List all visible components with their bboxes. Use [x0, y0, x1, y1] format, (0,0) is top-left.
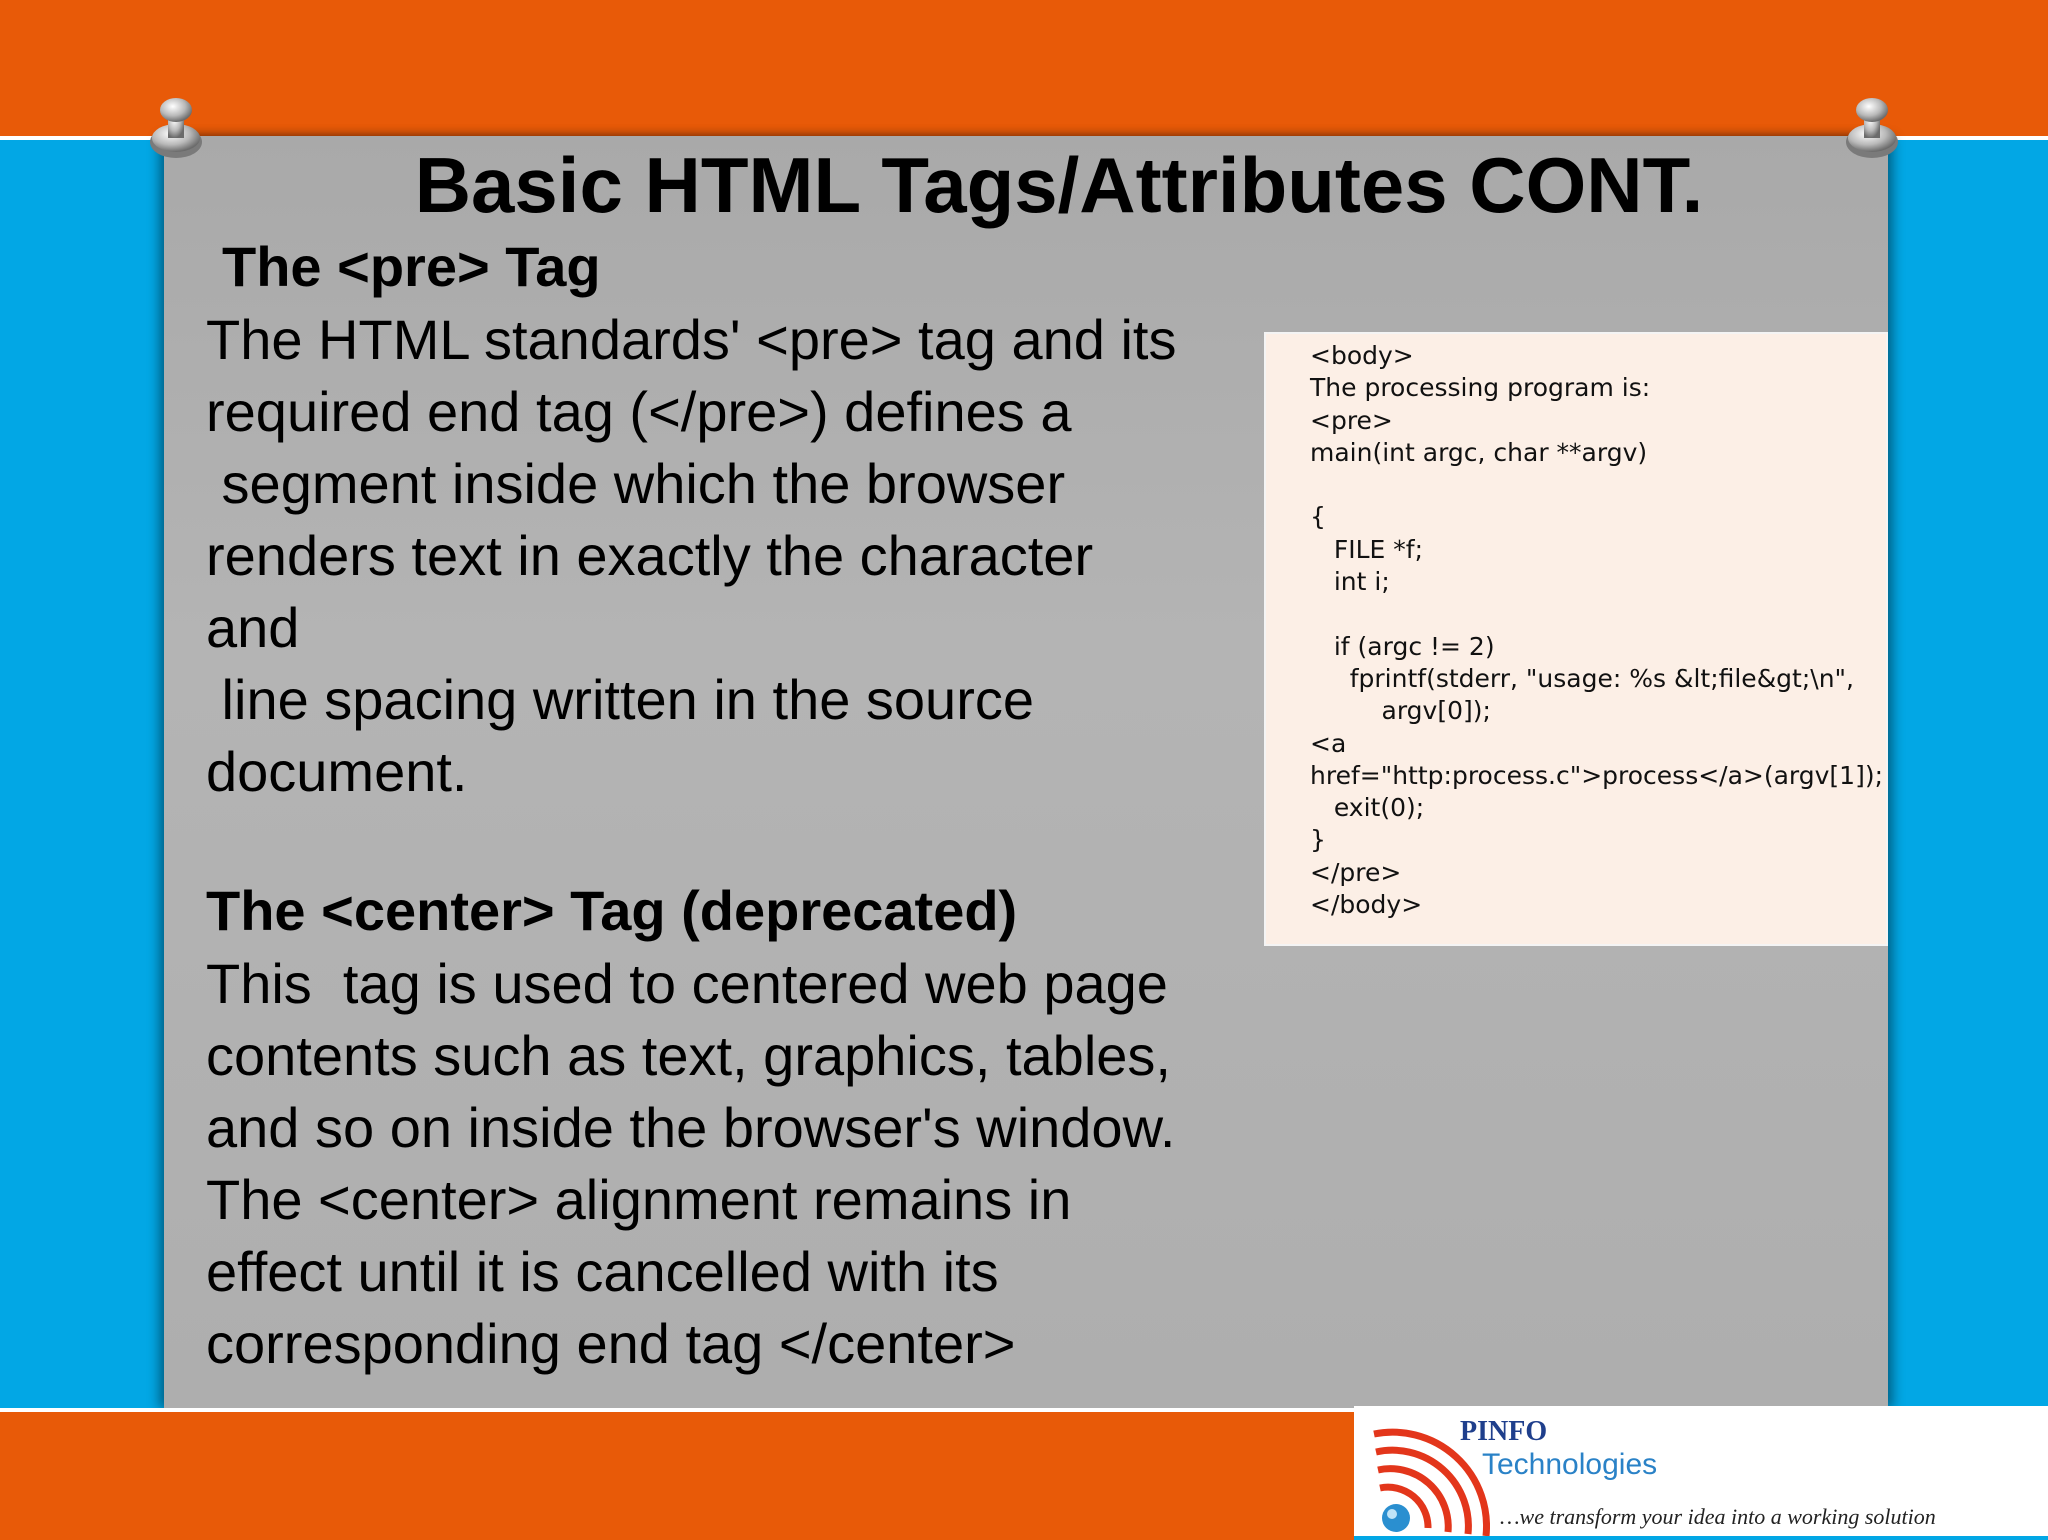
code-line: } [1310, 825, 1326, 855]
text-line: effect until it is cancelled with its [206, 1240, 999, 1303]
code-line: <a [1310, 728, 1347, 758]
code-line [1310, 598, 1886, 630]
code-line: </pre> [1310, 857, 1402, 887]
text-line: corresponding end tag </center> [206, 1312, 1016, 1375]
text-line: line spacing written in the source [206, 668, 1034, 731]
code-line: if (argc != 2) [1310, 631, 1495, 661]
pre-tag-description [206, 304, 1266, 808]
logo-tagline: …we transform your idea into a working solution [1500, 1504, 1936, 1529]
code-line: exit(0); [1310, 793, 1425, 823]
center-tag-description [206, 948, 1266, 1380]
center-tag-heading: The <center> Tag (deprecated) [206, 879, 1018, 942]
code-line: { [1310, 502, 1326, 532]
code-line: The processing program is: [1310, 373, 1651, 403]
text-line: renders text in exactly the character [206, 524, 1094, 587]
text-line: The <center> alignment remains in [206, 1168, 1072, 1231]
code-example-box [1264, 332, 1888, 946]
code-line: FILE *f; [1310, 534, 1423, 564]
code-line: argv[0]); [1310, 696, 1491, 726]
bottom-orange-band [0, 1408, 1354, 1540]
text-line: segment inside which the browser [206, 452, 1066, 515]
logo-subtitle: Technologies [1482, 1448, 1658, 1481]
text-line: This tag is used to centered web page [206, 952, 1168, 1015]
text-line: contents such as text, graphics, tables, [206, 1024, 1171, 1087]
code-line: fprintf(stderr, "usage: %s &lt;file&gt;\n", [1310, 663, 1854, 693]
slide-title: Basic HTML Tags/Attributes CONT. [414, 141, 1704, 229]
logo-name: PINFO [1460, 1416, 1548, 1447]
code-line: main(int argc, char **argv) [1310, 437, 1648, 467]
top-orange-band [0, 0, 2048, 140]
pre-tag-heading: The <pre> Tag [222, 235, 601, 298]
code-line [1310, 469, 1886, 501]
text-line: required end tag (</pre>) defines a [206, 380, 1072, 443]
code-line: href="http:process.c">process</a>(argv[1]); [1310, 760, 1884, 790]
text-line: document. [206, 740, 468, 803]
text-line: The HTML standards' <pre> tag and its [206, 308, 1177, 371]
text-line: and [206, 596, 300, 659]
code-line: int i; [1310, 567, 1390, 597]
code-line: </body> [1310, 890, 1423, 920]
text-line: and so on inside the browser's window. [206, 1096, 1176, 1159]
code-line: <body> [1310, 341, 1414, 370]
code-line: <pre> [1310, 405, 1393, 435]
